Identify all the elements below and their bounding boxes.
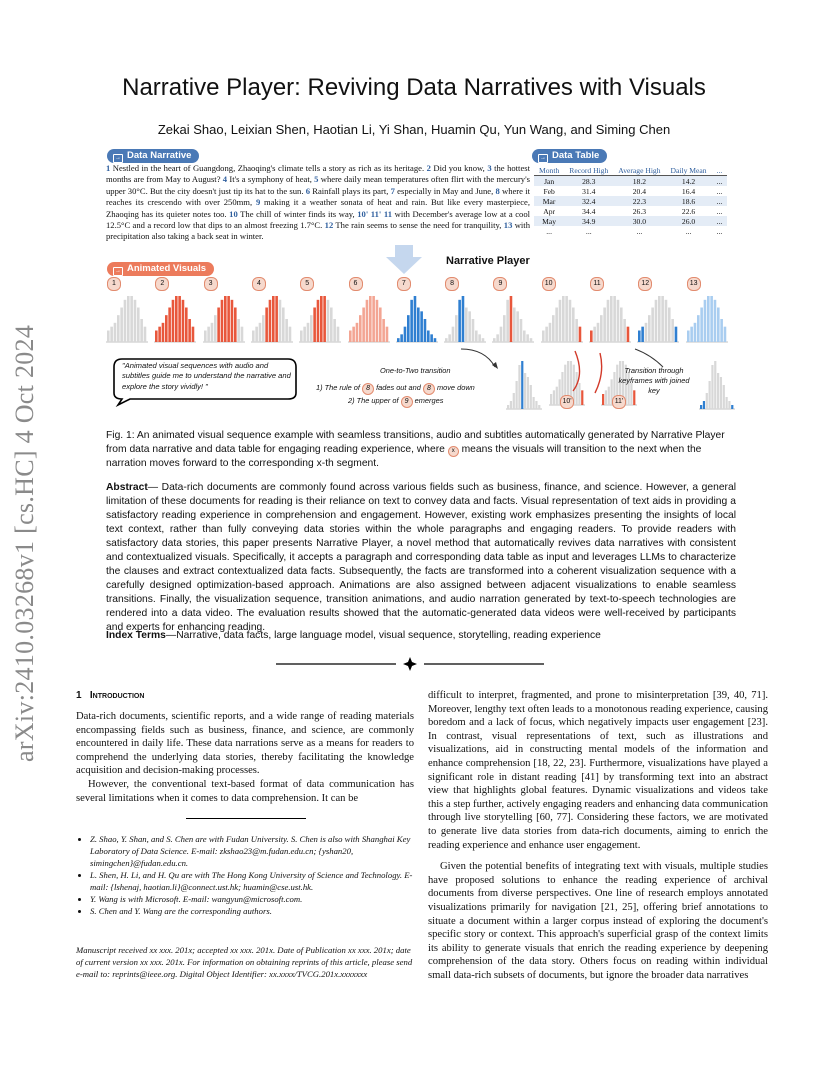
chart-bar: [562, 296, 565, 342]
chart-bar: [307, 323, 310, 342]
user-quote: "Animated visual sequences with audio and subtitles guide me to understand the narrative and explore the story vividly! ": [122, 361, 291, 391]
step-number-badge: 11: [590, 277, 604, 291]
step-number-badge: 3: [204, 277, 218, 291]
chart-bar: [627, 327, 630, 342]
chart-bar: [552, 315, 555, 342]
table-header: ...: [716, 165, 723, 175]
table-cell: 18.2: [613, 176, 665, 187]
chart-bar: [538, 405, 540, 409]
thumbnail-chart: [683, 290, 729, 348]
chart-bar: [693, 323, 696, 342]
table-cell: 32.4: [564, 196, 613, 206]
thumbnail-chart: [489, 290, 535, 348]
chart-bar: [648, 315, 651, 342]
chart-bar: [237, 319, 240, 342]
chart-bar: [400, 334, 403, 342]
chart-bar: [503, 315, 506, 342]
chart-bar: [720, 319, 723, 342]
thumbnail-chart: [538, 290, 584, 348]
chart-bar: [433, 338, 436, 342]
chart-bar: [355, 323, 358, 342]
table-row: [534, 226, 727, 236]
chart-bar: [259, 323, 262, 342]
chart-bar: [465, 308, 468, 343]
chart-bar: [638, 331, 641, 343]
table-cell: ...: [716, 186, 723, 196]
chart-bar: [310, 315, 313, 342]
table-cell: 22.3: [613, 196, 665, 206]
chart-bar: [385, 327, 388, 342]
table-cell: 22.6: [681, 206, 696, 216]
chart-bar: [334, 319, 337, 342]
segment-number: 10: [229, 208, 238, 219]
table-cell: 26.3: [632, 206, 647, 216]
chart-bar: [372, 296, 375, 342]
chart-bar: [717, 308, 720, 343]
chart-bar: [169, 308, 172, 343]
data-table: [534, 165, 727, 236]
segment-text: where daily mean temperatures often flirt with the mercury's upper 30°C. But the city doesn't just tip its hat to the sun.: [106, 174, 530, 196]
chart-bar: [655, 300, 658, 342]
chart-bar: [327, 300, 330, 342]
chart-bar: [175, 296, 178, 342]
paper-title: Narrative Player: Reviving Data Narratives with Visuals: [122, 74, 706, 101]
chart-bar: [265, 308, 268, 343]
chart-bar: [214, 315, 217, 342]
chart-bar: [523, 331, 526, 343]
segment-number: 9: [255, 197, 261, 208]
chart-bar: [617, 300, 620, 342]
chart-bar: [337, 327, 340, 342]
thumbnail-chart: [634, 290, 680, 348]
chart-bar: [159, 327, 162, 342]
chart-bar: [500, 327, 503, 342]
footnote-item: • S. Chen and Y. Wang are the corresponding authors.: [90, 905, 428, 917]
chart-bar: [600, 315, 603, 342]
chart-bar: [545, 327, 548, 342]
chart-bar: [230, 300, 233, 342]
segment-number: 13: [503, 220, 513, 231]
chart-bar: [324, 296, 327, 342]
rule-line-1: 1) The rule of 8 fades out and 8 move down: [316, 383, 475, 395]
index-terms: Index Terms—Narrative, data facts, large language model, visual sequence, storytelling, reading experience: [106, 630, 601, 641]
chart-bar: [645, 323, 648, 342]
chart-bar: [172, 300, 175, 342]
table-cell: Apr: [543, 206, 556, 216]
chart-bar: [362, 308, 365, 343]
chart-bar: [300, 331, 303, 343]
segment-text: with precipitation also taking a back seat in winter.: [106, 220, 530, 242]
table-cell: 18.6: [666, 196, 712, 206]
chart-bar: [493, 338, 496, 342]
chart-bar: [349, 331, 352, 343]
arrow-box-icon: →: [115, 268, 121, 274]
chart-bar: [530, 338, 533, 342]
chart-bar: [542, 331, 545, 343]
table-cell: 30.0: [613, 216, 665, 226]
chart-bar: [137, 308, 140, 343]
animated-visuals-label: → Animated Visuals: [107, 262, 214, 276]
chart-bar: [642, 327, 645, 342]
segment-number: 7: [390, 185, 395, 196]
chart-bar: [234, 308, 237, 343]
segment-text: It's a symphony of heat,: [227, 174, 315, 185]
thumbnail-chart: [393, 290, 439, 348]
segment-number: 6: [305, 185, 310, 196]
segment-number: 10' 11': [357, 208, 382, 219]
thumbnail-chart: [200, 290, 246, 348]
chart-bar: [720, 377, 722, 409]
chart-bar: [690, 327, 693, 342]
chart-bar: [220, 300, 223, 342]
table-cell: May: [534, 216, 564, 226]
thumbnail-chart: [441, 290, 487, 348]
segment-number: 4: [222, 174, 228, 185]
chart-bar: [478, 334, 481, 342]
table-header: Average High: [618, 165, 661, 175]
segment-number: 5: [314, 174, 319, 185]
chart-bar: [224, 296, 227, 342]
paragraph: Given the potential benefits of integrating text with visuals, multiple studies have proposed solutions to enhance the reading experience of archival documents from diverse perspectives. One line of research employs annotated visualizations primarily for navigation [21, 25], offering brief annotations to situate a document within a larger corpus instead of exploring the document's specific story or context. This approach's superficial grasp of the context limits its ability to generate visuals that enrich the reading experience by deepening comprehension of the data story. Others focus on reading within individual small data-rich subsets of documents, but ignore the broader data narratives: [428, 861, 768, 981]
chart-bar: [575, 319, 578, 342]
chart-bar: [462, 296, 465, 342]
chart-bar: [687, 331, 690, 343]
abstract: Abstract— Data-rich documents are commonly found across various fields such as business, finance, and science. However, a general limitation of these documents for reading is their reliance on text to convey data and facts. Visual representation of text aids in providing a satisfactory reading experience in comprehension and engagement. However, existing work emphasizes presenting the insights of local text context, rather than fully conveying data stories within the whole paragraphs and engaging readers. To provide readers with satisfactory data stories, this paper presents Narrative Player, a novel method that automatically revives data narratives with consistent and contextualized visuals. Specifically, it accepts a paragraph and corresponding data table as input and leverages LLMs to characterize the clauses and extract contextualized data facts. Subsequently, the facts are transformed into a coherent visualization sequence with a carefully designed optimization-based approach. Animations are also assigned between adjacent visualizations to enable seamless transitions. Finally, the visualization sequence, transition animations, and audio narration generated by text-to-speech technologies are rendered into a data video. The evaluation results showed that the automatic-generated data videos were well-received by participants and experts for enhancing reading.: [106, 482, 736, 633]
table-cell: Feb: [543, 186, 555, 196]
chart-bar: [417, 308, 420, 343]
badge-11-prime: 11': [612, 395, 626, 409]
chart-bar: [623, 319, 626, 342]
chart-bar: [590, 331, 593, 343]
segment-text: The chill of winter finds its way,: [237, 208, 358, 219]
chart-bar: [227, 296, 230, 342]
chart-bar: [120, 308, 123, 343]
chart-bar: [513, 308, 516, 343]
arxiv-stamp: arXiv:2410.03268v1 [cs.HC] 4 Oct 2024: [10, 324, 39, 762]
chart-bar: [124, 300, 127, 342]
chart-bar: [700, 405, 702, 409]
chart-bar: [134, 300, 137, 342]
table-cell: ...: [712, 216, 728, 226]
thumbnail-chart: [103, 290, 149, 348]
chart-bar: [130, 296, 133, 342]
segment-text: the hottest months are from May to August?: [106, 163, 530, 185]
down-arrow-icon: [384, 245, 424, 275]
segment-text: The rain seems to sense the need for tranquility,: [333, 220, 504, 231]
segment-text: Nestled in the heart of Guangdong, Zhaoqing's climate tells a story as rich as its heritage.: [110, 163, 427, 173]
table-cell: ...: [585, 226, 592, 236]
chart-bar: [707, 296, 710, 342]
chart-bar: [204, 331, 207, 343]
chart-bar: [652, 308, 655, 343]
chart-bar: [182, 300, 185, 342]
chart-bar: [430, 334, 433, 342]
figure-caption: Fig. 1: An animated visual sequence example with seamless transitions, audio and subtitles automatically generated by Narrative Player from data narrative and data table for engaging reading experience, where x means the visuals will transition to the next when the narration moves forward to the corresponding x-th segment.: [106, 430, 725, 469]
chart-bar: [517, 311, 520, 342]
thumbnail-chart: [248, 290, 294, 348]
chart-bar: [407, 315, 410, 342]
chart-bar: [217, 308, 220, 343]
table-cell: ...: [636, 226, 643, 236]
table-row: [534, 196, 727, 206]
transition-note: Transition through keyframes with joined key: [618, 366, 690, 395]
chart-bar: [127, 296, 130, 342]
step-number-badge: 1: [107, 277, 121, 291]
chart-bar: [107, 331, 110, 343]
column-2-text: [428, 689, 768, 982]
chart-bar: [568, 300, 571, 342]
data-table-label: → Data Table: [532, 149, 607, 163]
chart-bar: [282, 308, 285, 343]
table-cell: 28.3: [564, 176, 613, 187]
chart-bar: [352, 327, 355, 342]
thumbnail-chart: [296, 290, 342, 348]
badge-10-prime: 10': [560, 395, 574, 409]
one-to-two-label: One-to-Two transition: [380, 366, 451, 375]
step-number-badge: 5: [300, 277, 314, 291]
chart-bar: [117, 315, 120, 342]
chart-bar: [710, 296, 713, 342]
chart-bar: [114, 323, 117, 342]
chart-bar: [565, 296, 568, 342]
chart-bar: [304, 327, 307, 342]
segment-number: 2: [426, 163, 431, 173]
chart-bar: [207, 327, 210, 342]
table-header: Daily Mean: [670, 165, 707, 175]
chart-bar: [728, 401, 730, 409]
chart-bar: [507, 300, 510, 342]
chart-bar: [155, 331, 158, 343]
footnote-item: • L. Shen, H. Li, and H. Qu are with The Hong Kong University of Science and Technology. E-mail: {lshenaj, haotian.li}@connect.ust.hk; huamin@cse.ust.hk.: [90, 869, 428, 893]
chart-bar: [317, 300, 320, 342]
chart-bar: [731, 405, 733, 409]
chart-bar: [468, 311, 471, 342]
chart-bar: [240, 327, 243, 342]
chart-bar: [668, 308, 671, 343]
chart-bar: [458, 300, 461, 342]
chart-bar: [675, 327, 678, 342]
paragraph: difficult to interpret, fragmented, and prone to misinterpretation [39, 40, 71]. Moreover, lengthy text often leads to a monotonous reading experience, causing boredom and a lack of focus, which negatively impacts user engagement [23]. In contrast, visual representations of text, such as illustrations and visualizations, aid in constructing mental models of the information and enhance comprehension [18, 22, 23]. Furthermore, visualizations have played a significant role in distant reading [41] by transforming text into an abstract view that highlights global features. Dynamic visualizations and videos take this a step further, actively engaging readers and enhancing data communication through live storytelling [60, 77]. Considering these factors, we are motivated to generate live data stories from data-rich documents, aiming to enrich the reading experience and enhance user engagement.: [428, 690, 768, 851]
chart-bar: [455, 315, 458, 342]
table-cell: 34.4: [582, 206, 596, 216]
chart-bar: [252, 331, 255, 343]
table-cell: 14.2: [666, 176, 712, 187]
chart-bar: [697, 315, 700, 342]
chart-bar: [397, 338, 400, 342]
segment-text: with December's average low at a cool 12.5°C and a record low that dips to an almost freezing 1.7°C.: [106, 208, 531, 231]
table-cell: ...: [712, 176, 728, 187]
table-cell: ...: [685, 226, 692, 236]
chart-bar: [262, 315, 265, 342]
chart-bar: [369, 296, 372, 342]
footnote-item: • Z. Shao, Y. Shan, and S. Chen are with Fudan University. S. Chen is also with Shanghai Key Laboratory of Data Science. E-mail: zkshao23@m.fudan.edu.cn; {yshan20, simingchen}@fudan.edu.cn.: [90, 833, 428, 869]
chart-bar: [658, 296, 661, 342]
chart-bar: [140, 319, 143, 342]
data-narrative-label: → Data Narrative: [107, 149, 199, 163]
paragraph: Data-rich documents, scientific reports, and a wide range of reading materials encompassing fields such as business, finance, and science, are commonly encountered in daily life. These data narrations serve as a means for readers to comprehend the underlying data stories, thereby facilitating the knowledge acquisition and decision-making processes.: [76, 711, 414, 777]
segment-number: 3: [487, 163, 492, 173]
chart-bar: [379, 308, 382, 343]
chart-bar: [279, 300, 282, 342]
table-row: [534, 176, 727, 187]
chart-bar: [427, 331, 430, 343]
chart-bar: [497, 334, 500, 342]
segment-text: Rainfall plays its part,: [310, 185, 391, 196]
footnotes: [76, 833, 428, 917]
table-cell: 26.0: [666, 216, 712, 226]
table-header: Record High: [569, 165, 609, 175]
chart-bar: [620, 308, 623, 343]
chart-bar: [578, 327, 581, 342]
chart-bar: [413, 296, 416, 342]
chart-bar: [375, 300, 378, 342]
table-cell: 16.4: [681, 186, 696, 196]
chart-bar: [610, 296, 613, 342]
chart-bar: [452, 327, 455, 342]
segment-number: 11: [383, 208, 393, 219]
step-number-badge: 13: [687, 277, 701, 291]
table-header: Month: [539, 165, 560, 175]
chart-bar: [482, 338, 485, 342]
segment-number: 8: [495, 185, 500, 196]
chart-bar: [320, 296, 323, 342]
chart-bar: [110, 327, 113, 342]
arrow-box-icon: →: [115, 155, 121, 161]
chart-bar: [662, 296, 665, 342]
chart-bar: [365, 300, 368, 342]
chart-bar: [185, 308, 188, 343]
table-cell: ...: [716, 206, 723, 216]
chart-bar: [548, 323, 551, 342]
chart-bar: [275, 296, 278, 342]
chart-bar: [210, 323, 213, 342]
chart-bar: [289, 327, 292, 342]
chart-bar: [723, 385, 725, 409]
step-number-badge: 6: [349, 277, 363, 291]
table-row: [534, 186, 727, 196]
section-divider: [276, 656, 546, 672]
chart-bar: [593, 327, 596, 342]
footnote-rule: [186, 818, 306, 819]
chart-bar: [359, 315, 362, 342]
manuscript-info: Manuscript received xx xxx. 201x; accepted xx xxx. 201x. Date of Publication xx xxx. 201x; date of current version xx xxx. 201x. For information on obtaining reprints of this article, please send e-mail to: reprints@ieee.org. Digital Object Identifier: xx.xxxx/TVCG.201x.xxxxxxx: [76, 945, 413, 979]
step-number-badge: 8: [445, 277, 459, 291]
chart-bar: [603, 308, 606, 343]
chart-bar: [255, 327, 258, 342]
table-cell: 34.9: [564, 216, 613, 226]
chart-bar: [527, 334, 530, 342]
step-number-badge: 2: [155, 277, 169, 291]
chart-bar: [165, 315, 168, 342]
chart-bar: [162, 323, 165, 342]
chart-bar: [189, 319, 192, 342]
step-number-badge: 9: [493, 277, 507, 291]
segment-number: 12: [324, 220, 334, 231]
rule-line-2: 2) The upper of 9 emerges: [348, 396, 443, 408]
table-cell: Mar: [534, 196, 564, 206]
chart-bar: [507, 405, 509, 409]
chart-bar: [572, 308, 575, 343]
column-1-text: [76, 710, 414, 805]
segment-text: especially in May and June,: [394, 185, 496, 196]
chart-bar: [558, 300, 561, 342]
step-number-badge: 12: [638, 277, 652, 291]
table-cell: 20.4: [632, 186, 647, 196]
step-number-badge: 7: [397, 277, 411, 291]
chart-bar: [269, 300, 272, 342]
arrow-box-icon: →: [540, 155, 546, 161]
authors: Zekai Shao, Leixian Shen, Haotian Li, Yi Shan, Huamin Qu, Yun Wang, and Siming Chen: [157, 122, 671, 137]
chart-bar: [285, 319, 288, 342]
chart-bar: [723, 327, 726, 342]
section-heading: 1 Introduction: [76, 690, 145, 701]
chart-bar: [382, 319, 385, 342]
chart-bar: [703, 300, 706, 342]
table-row: [534, 216, 727, 226]
table-cell: ...: [716, 226, 723, 236]
chart-bar: [665, 300, 668, 342]
footnote-item: • Y. Wang is with Microsoft. E-mail: wangyun@microsoft.com.: [90, 893, 428, 905]
chart-bar: [475, 331, 478, 343]
chart-bar: [726, 397, 728, 409]
table-cell: 31.4: [582, 186, 596, 196]
step-number-badge: 4: [252, 277, 266, 291]
chart-bar: [472, 319, 475, 342]
step-number-badge: 10: [542, 277, 556, 291]
thumbnail-chart: [151, 290, 197, 348]
chart-bar: [403, 327, 406, 342]
chart-bar: [423, 319, 426, 342]
chart-bar: [179, 296, 182, 342]
chart-bar: [597, 323, 600, 342]
chart-bar: [192, 327, 195, 342]
chart-bar: [555, 308, 558, 343]
chart-bar: [717, 373, 719, 409]
chart-bar: [607, 300, 610, 342]
segment-number: 1: [106, 163, 111, 173]
chart-bar: [520, 319, 523, 342]
chart-bar: [330, 308, 333, 343]
segment-text: making it a weather sonata of heat and rain. But like every masterpiece, Zhaoqing has its quieter notes too.: [106, 197, 530, 219]
table-cell: ...: [546, 226, 552, 236]
chart-bar: [510, 296, 513, 342]
chart-bar: [314, 308, 317, 343]
chart-bar: [700, 308, 703, 343]
chart-bar: [144, 327, 147, 342]
chart-bar: [272, 296, 275, 342]
segment-text: where it reaches its crescendo with over 250mm,: [106, 185, 530, 208]
chart-bar: [448, 334, 451, 342]
paragraph: However, the conventional text-based format of data communication has several limitations when it comes to data comprehension. It can be: [76, 778, 414, 804]
transition-arrows: [455, 345, 715, 405]
chart-bar: [713, 300, 716, 342]
table-cell: Jan: [534, 176, 564, 187]
chart-bar: [420, 311, 423, 342]
segment-text: Did you know,: [430, 163, 488, 173]
chart-bar: [445, 338, 448, 342]
narrative-player-label: Narrative Player: [446, 255, 530, 267]
chart-bar: [613, 296, 616, 342]
chart-bar: [672, 319, 675, 342]
narrative-paragraph: [106, 163, 530, 243]
chart-bar: [410, 300, 413, 342]
table-cell: ...: [712, 196, 728, 206]
thumbnail-chart: [345, 290, 391, 348]
thumbnail-chart: [586, 290, 632, 348]
table-row: [534, 206, 727, 216]
